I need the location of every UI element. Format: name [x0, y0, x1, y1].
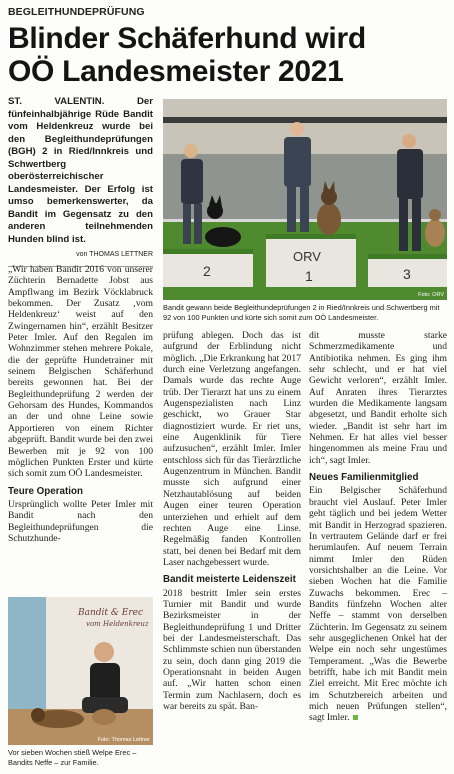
col1-paragraph-2: Ursprünglich wollte Peter Imler mit Bandit nach den Begleithundeprüfungen die Schutzhunde-	[8, 498, 153, 544]
sign-line-2: vom Heldenkreuz	[86, 620, 149, 628]
col3-paragraph-2	[309, 485, 447, 723]
dateline: ST. VALENTIN.	[8, 96, 105, 107]
body-column-1	[8, 264, 153, 544]
subhead-bandit-meisterte: Bandit meisterte Leidenszeit	[163, 574, 296, 586]
small-photo-credit: Foto: Thomas Lettner	[97, 737, 150, 743]
podium-logo: ORV	[293, 249, 321, 264]
end-mark-icon	[353, 715, 358, 720]
subhead-neues-familienmitglied: Neues Familienmitglied	[309, 472, 419, 484]
podium-number-2: 2	[203, 263, 211, 279]
section-kicker: BEGLEITHUNDEPRÜFUNG	[8, 6, 145, 18]
podium-number-3: 3	[403, 266, 411, 282]
small-photo-caption: Vor sieben Wochen stieß Welpe Erec – Bandits Neffe – zur Familie.	[8, 748, 137, 767]
lead-text: Der fünfeinhalbjährige Rüde Bandit vom Heldenkreuz wurde bei den Begleithundeprüfungen (BGH) 2 in Ried/Innkreis und Schwertberg oberösterreichischer Landesmeister. Der Erfolg ist umso bemerkenswerter, da Bandit im Gegensatz zu den anderen teilnehmenden Hunden blind ist.	[8, 96, 153, 245]
col1-paragraph-1: „Wir haben Bandit 2016 von unserer Züchterin Bernadette Jobst aus Ampflwang im Bezirk Vöcklabruck bekommen. Der Zusatz ‚vom Heldenkreuz‘ weist auf den Zwingernamen hin“, erzählt Besitzer Peter Imler. Auf den Regalen im Wohnzimmer stehen mehrere Pokale, die der geprüfte Hundetrainer mit seinem Belgischen Schäferhund bereits gewonnen hat. Bei der Begleithundeprüfung 2 werden der Gehorsam des Hundes, Kommandos an der und ohne Leine sowie Apportieren von einem Richter abgeprüft. Bandit wurde bei den zwei Bewerben mit je 92 von 100 möglichen Punkten Erster und kürte sich somit zum OÖ Landesmeister.	[8, 264, 153, 480]
headline-line-2: OÖ Landesmeister 2021	[8, 55, 344, 88]
body-column-2	[163, 330, 301, 712]
byline: von THOMAS LETTNER	[8, 249, 153, 267]
podium-number-1: 1	[305, 268, 313, 284]
col3-paragraph-2-text: Ein Belgischer Schäferhund braucht viel Auslauf. Peter Imler geht täglich und bei jedem Wetter mit Bandit in Herzograd spazieren. In vertrautem Gelände darf er frei herumlaufen. Auf neuem Terrain nimmt Imler den Rüden vorsichtshalber an die Leine. Vor sieben Wochen hat die Familie Zuwachs bekommen. Erec – Bandits fünfzehn Wochen alter Neffe – stammt von derselben Züchterin. Im Gegensatz zu seinem sehr ausgeglichenen Onkel hat der Welpe ein noch sehr ungestümes Temperament. „Was die Bewerbe betrifft, habe ich mit Bandit mein Ziel erreicht. Mit Erec möchte ich im Schutzbereich arbeiten und mich neuen Prüfungen stellen“, sagt Imler.	[309, 485, 447, 724]
lead-column	[8, 96, 153, 267]
small-photo	[8, 597, 153, 745]
lead-paragraph	[8, 96, 153, 246]
sign-line-1: Bandit & Erec	[78, 608, 144, 618]
main-photo-credit: Foto: ORV	[418, 292, 444, 298]
col2-paragraph-1: prüfung ablegen. Doch das ist aufgrund der Erblindung nicht möglich. „Die Erkrankung hat 2017 durch eine Verletzung angefangen. Damals wurde das rechte Auge trüb. Der Tierarzt hat uns zu einem Augenspezialisten nach Linz geschickt, wo Grauer Star diagnostiziert wurde. Er riet uns, eine Augenklinik für Tiere aufzusuchen“, erzählt Imler. Imler entschloss sich für das Tierärztliche Augenzentrum in München. Bandit musste sich aufgrund einer Netzhautablösung auf beiden Augen einer teuren Operation unterziehen und erhielt auf dem rechten Auge eine Linse. Regelmäßig fanden Kontrollen statt, bei denen bei Bedarf mit dem Laser nachgebessert wurde.	[163, 330, 301, 568]
subhead-teure-operation: Teure Operation	[8, 485, 83, 497]
headline-line-1: Blinder Schäferhund wird	[8, 22, 366, 55]
article-headline	[8, 22, 448, 88]
main-photo-caption: Bandit gewann beide Begleithundeprüfungen 2 in Ried/Innkreis und Schwertberg mit 92 von 100 Punkten und kürte sich somit zum OÖ Landesmeister.	[163, 303, 440, 322]
col2-paragraph-2: 2018 bestritt Imler sein erstes Turnier mit Bandit und wurde Bezirksmeister in der Begleithundeprüfung 1 und Dritter bei der Landesmeisterschaft. Das Schlimmste schien nun überstanden zu sein, doch dann ging 2019 die Operationsnaht in beiden Augen auf. „Wir hatten schon einen Termin zum Nachlasern, doch es war bereits zu spät. Ban-	[163, 587, 301, 712]
body-column-3	[309, 330, 447, 724]
col3-paragraph-1: dit musste starke Schmerzmedikamente und Antibiotika nehmen. Es ging ihm sehr schlecht, und er hat viel Gewicht verloren“, erzählt Imler. Auf Anraten ihres Tierarztes wurden die Medikamente langsam abgesetzt, und Bandit erholte sich wieder. „Bandit ist sehr hart im Nehmen. Er hat alles viel besser hingenommen als meine Frau und ich“, sagt Imler.	[309, 330, 447, 466]
main-photo	[163, 99, 447, 300]
